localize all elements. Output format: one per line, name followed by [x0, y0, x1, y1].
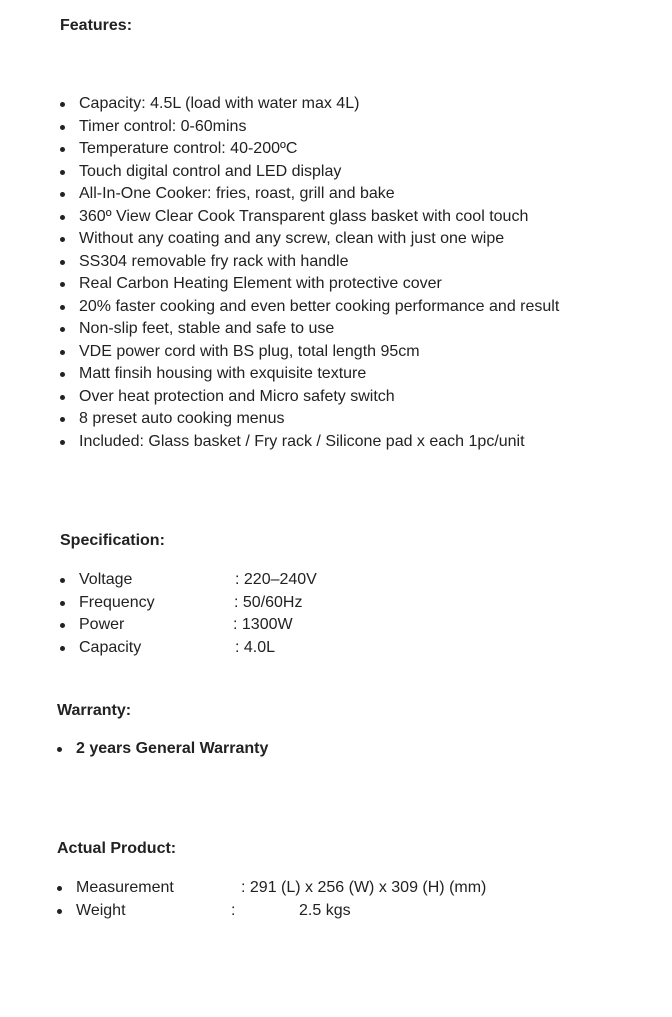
spec-label: Power — [79, 616, 125, 633]
spec-row-power — [60, 614, 317, 637]
weight-value: 2.5 kgs — [299, 901, 351, 919]
list-item: Touch digital control and LED display — [60, 161, 559, 184]
spec-row-voltage — [60, 569, 317, 592]
spec-value: : 50/60Hz — [234, 593, 303, 611]
list-item: Real Carbon Heating Element with protective cover — [60, 273, 559, 296]
list-item: Included: Glass basket / Fry rack / Silicone pad x each 1pc/unit — [60, 431, 559, 454]
list-item: 8 preset auto cooking menus — [60, 408, 559, 431]
list-item: SS304 removable fry rack with handle — [60, 251, 559, 274]
weight-label: Weight — [76, 901, 126, 919]
features-list — [60, 93, 559, 453]
list-item: 2 years General Warranty — [57, 738, 268, 761]
measurement-value: : 291 (L) x 256 (W) x 309 (H) (mm) — [241, 879, 487, 896]
list-item: Capacity: 4.5L (load with water max 4L) — [60, 93, 559, 116]
spec-value: : 220–240V — [235, 571, 317, 588]
list-item: All-In-One Cooker: fries, roast, grill and bake — [60, 183, 559, 206]
specification-list — [60, 569, 317, 659]
list-item: Non-slip feet, stable and safe to use — [60, 318, 559, 341]
list-item: Matt finsih housing with exquisite texture — [60, 363, 559, 386]
weight-colon: : — [231, 901, 236, 919]
measurement-row — [57, 877, 486, 900]
list-item: VDE power cord with BS plug, total length 95cm — [60, 341, 559, 364]
list-item: Without any coating and any screw, clean with just one wipe — [60, 228, 559, 251]
list-item: 360º View Clear Cook Transparent glass basket with cool touch — [60, 206, 559, 229]
actual-product-list — [57, 877, 486, 922]
actual-product-heading: Actual Product: — [57, 840, 177, 857]
warranty-list — [57, 738, 268, 761]
measurement-label: Measurement — [76, 879, 174, 896]
list-item: Over heat protection and Micro safety switch — [60, 386, 559, 409]
spec-row-frequency — [60, 592, 317, 615]
warranty-heading: Warranty: — [57, 702, 132, 719]
list-item: 20% faster cooking and even better cooking performance and result — [60, 296, 559, 319]
spec-value: : 4.0L — [235, 638, 276, 656]
list-item: Temperature control: 40-200ºC — [60, 138, 559, 161]
specification-heading: Specification: — [60, 532, 165, 549]
weight-row — [57, 900, 486, 923]
spec-label: Voltage — [79, 571, 133, 588]
list-item: Timer control: 0-60mins — [60, 116, 559, 139]
spec-label: Frequency — [79, 593, 155, 611]
spec-label: Capacity — [79, 638, 142, 656]
features-heading: Features: — [60, 17, 133, 34]
spec-value: : 1300W — [233, 616, 293, 633]
spec-row-capacity — [60, 637, 317, 660]
